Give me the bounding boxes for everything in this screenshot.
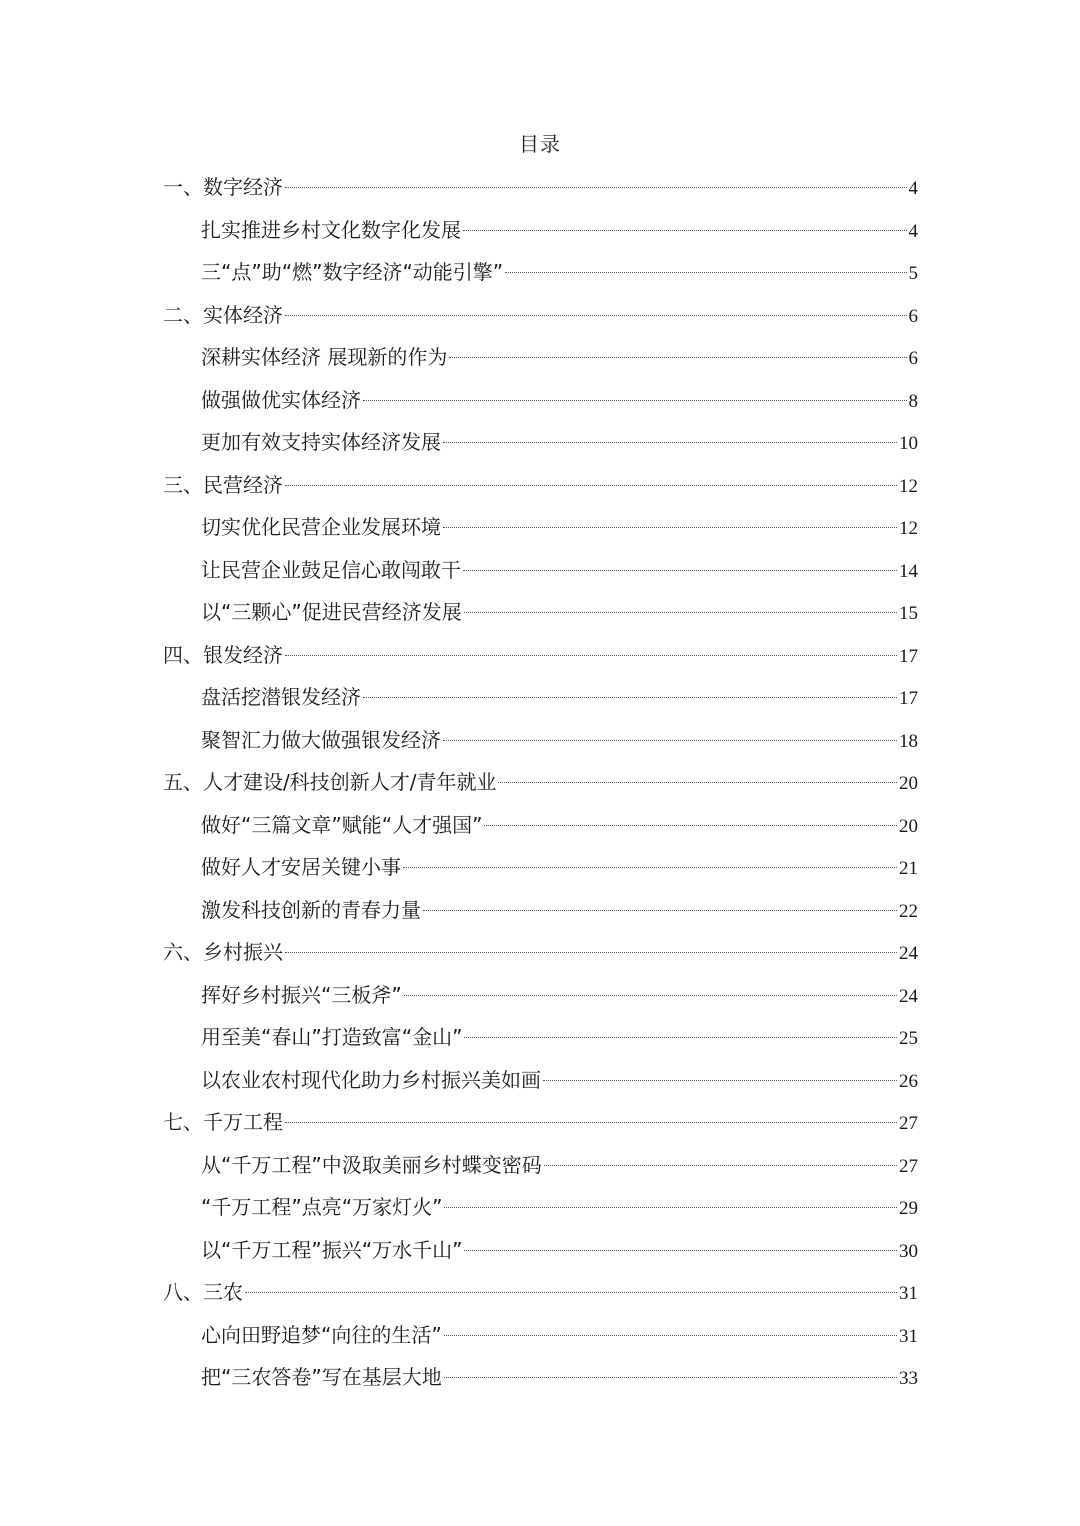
toc-entry-page-number: 10 xyxy=(899,433,918,454)
toc-section-entry[interactable] xyxy=(163,294,918,337)
toc-entry-label: 八、三农 xyxy=(163,1280,243,1304)
dot-leader xyxy=(463,570,897,571)
toc-subsection-entry[interactable] xyxy=(163,1356,918,1399)
toc-entry-label: “千万工程”点亮“万家灯火” xyxy=(201,1195,443,1219)
toc-entry-label: 聚智汇力做大做强银发经济 xyxy=(201,727,441,752)
dot-leader xyxy=(463,230,907,231)
toc-entry-page-number: 33 xyxy=(899,1368,918,1389)
dot-leader xyxy=(464,612,897,613)
toc-entry-label: 以“千万工程”振兴“万水千山” xyxy=(201,1237,463,1262)
dot-leader xyxy=(404,995,897,996)
toc-entry-label: 深耕实体经济 展现新的作为 xyxy=(201,345,448,369)
toc-entry-page-number: 27 xyxy=(899,1113,918,1134)
toc-entry-label: 三、民营经济 xyxy=(163,472,283,497)
toc-entry-label: 从“千万工程”中汲取美丽乡村蝶变密码 xyxy=(201,1152,542,1177)
toc-entry-page-number: 30 xyxy=(899,1240,918,1262)
toc-subsection-entry[interactable] xyxy=(163,506,918,549)
toc-entry-label: 做强做优实体经济 xyxy=(201,387,361,412)
toc-entry-page-number: 6 xyxy=(908,305,918,327)
toc-entry-label: 激发科技创新的青春力量 xyxy=(201,897,421,922)
toc-entry-page-number: 15 xyxy=(899,603,918,624)
dot-leader xyxy=(484,825,897,826)
toc-subsection-entry[interactable] xyxy=(163,676,918,719)
dot-leader xyxy=(443,527,897,528)
toc-subsection-entry[interactable] xyxy=(163,1016,918,1059)
dot-leader xyxy=(443,442,897,443)
dot-leader xyxy=(245,1292,897,1293)
dot-leader xyxy=(464,1250,897,1251)
toc-entry-label: 盘活挖潜银发经济 xyxy=(201,685,361,709)
dot-leader xyxy=(444,1335,897,1336)
toc-entry-page-number: 17 xyxy=(899,645,918,667)
dot-leader xyxy=(285,1122,897,1123)
toc-section-entry[interactable] xyxy=(163,166,918,209)
toc-subsection-entry[interactable] xyxy=(163,591,918,634)
dot-leader xyxy=(285,187,907,188)
toc-entry-label: 切实优化民营企业发展环境 xyxy=(201,515,441,539)
toc-subsection-entry[interactable] xyxy=(163,1314,918,1357)
toc-subsection-entry[interactable] xyxy=(163,1229,918,1272)
toc-entry-page-number: 14 xyxy=(899,560,918,582)
toc-entry-page-number: 27 xyxy=(899,1155,918,1177)
toc-subsection-entry[interactable] xyxy=(163,379,918,422)
toc-subsection-entry[interactable] xyxy=(163,1144,918,1187)
dot-leader xyxy=(285,655,897,656)
toc-entry-page-number: 4 xyxy=(908,220,918,242)
toc-entry-page-number: 24 xyxy=(899,943,918,964)
dot-leader xyxy=(543,1080,897,1081)
dot-leader xyxy=(285,485,897,486)
dot-leader xyxy=(443,740,897,741)
toc-entry-label: 以“三颗心”促进民营经济发展 xyxy=(201,600,462,624)
toc-title: 目录 xyxy=(519,132,561,156)
toc-subsection-entry[interactable] xyxy=(163,719,918,762)
dot-leader xyxy=(444,1377,897,1378)
toc-entry-label: 七、千万工程 xyxy=(163,1110,283,1134)
toc-entry-page-number: 24 xyxy=(899,985,918,1007)
dot-leader xyxy=(363,697,897,698)
dot-leader xyxy=(505,272,906,273)
toc-subsection-entry[interactable] xyxy=(163,974,918,1017)
toc-entry-label: 五、人才建设/科技创新人才/青年就业 xyxy=(163,770,497,794)
toc-entry-page-number: 20 xyxy=(899,773,918,794)
toc-subsection-entry[interactable] xyxy=(163,889,918,932)
toc-entry-label: 二、实体经济 xyxy=(163,302,283,327)
toc-entry-page-number: 25 xyxy=(899,1028,918,1049)
dot-leader xyxy=(285,952,897,953)
toc-entry-page-number: 5 xyxy=(908,263,918,284)
toc-entry-label: 六、乡村振兴 xyxy=(163,940,283,964)
toc-entry-label: 让民营企业鼓足信心敢闯敢干 xyxy=(201,557,461,582)
dot-leader xyxy=(544,1165,897,1166)
toc-entry-page-number: 31 xyxy=(899,1325,918,1347)
dot-leader xyxy=(403,867,897,868)
toc-entry-page-number: 12 xyxy=(899,475,918,497)
toc-entry-page-number: 6 xyxy=(908,348,918,369)
toc-entry-page-number: 20 xyxy=(899,815,918,837)
toc-section-entry[interactable] xyxy=(163,1271,918,1314)
toc-subsection-entry[interactable] xyxy=(163,1059,918,1102)
toc-section-entry[interactable] xyxy=(163,761,918,804)
toc-section-entry[interactable] xyxy=(163,1101,918,1144)
toc-entry-label: 挥好乡村振兴“三板斧” xyxy=(201,982,402,1007)
dot-leader xyxy=(423,910,897,911)
toc-entry-label: 把“三农答卷”写在基层大地 xyxy=(201,1365,442,1389)
toc-section-entry[interactable] xyxy=(163,464,918,507)
toc-entry-page-number: 22 xyxy=(899,900,918,922)
toc-subsection-entry[interactable] xyxy=(163,209,918,252)
toc-subsection-entry[interactable] xyxy=(163,804,918,847)
toc-entry-page-number: 21 xyxy=(899,858,918,879)
toc-subsection-entry[interactable] xyxy=(163,421,918,464)
toc-section-entry[interactable] xyxy=(163,634,918,677)
toc-entry-label: 扎实推进乡村文化数字化发展 xyxy=(201,217,461,242)
toc-subsection-entry[interactable] xyxy=(163,1186,918,1229)
dot-leader xyxy=(449,357,906,358)
toc-entry-label: 做好人才安居关键小事 xyxy=(201,855,401,879)
toc-entry-page-number: 17 xyxy=(899,688,918,709)
toc-entry-page-number: 31 xyxy=(899,1283,918,1304)
toc-entry-label: 四、银发经济 xyxy=(163,642,283,667)
toc-entry-label: 做好“三篇文章”赋能“人才强国” xyxy=(201,812,483,837)
toc-entry-label: 用至美“春山”打造致富“金山” xyxy=(201,1025,463,1049)
toc-entry-label: 以农业农村现代化助力乡村振兴美如画 xyxy=(201,1067,541,1092)
toc-list xyxy=(163,166,918,1399)
toc-subsection-entry[interactable] xyxy=(163,251,918,294)
dot-leader xyxy=(363,400,907,401)
toc-entry-page-number: 26 xyxy=(899,1070,918,1092)
toc-entry-page-number: 12 xyxy=(899,518,918,539)
toc-section-entry[interactable] xyxy=(163,931,918,974)
dot-leader xyxy=(498,782,897,783)
toc-subsection-entry[interactable] xyxy=(163,336,918,379)
dot-leader xyxy=(464,1037,897,1038)
toc-entry-label: 更加有效支持实体经济发展 xyxy=(201,430,441,454)
dot-leader xyxy=(444,1207,897,1208)
toc-entry-page-number: 29 xyxy=(899,1198,918,1219)
dot-leader xyxy=(285,315,907,316)
toc-entry-label: 一、数字经济 xyxy=(163,175,283,199)
toc-entry-page-number: 4 xyxy=(908,178,918,199)
toc-subsection-entry[interactable] xyxy=(163,549,918,592)
toc-entry-label: 心向田野追梦“向往的生活” xyxy=(201,1322,442,1347)
toc-entry-page-number: 8 xyxy=(908,390,918,412)
toc-subsection-entry[interactable] xyxy=(163,846,918,889)
toc-entry-page-number: 18 xyxy=(899,730,918,752)
toc-entry-label: 三“点”助“燃”数字经济“动能引擎” xyxy=(201,260,504,284)
